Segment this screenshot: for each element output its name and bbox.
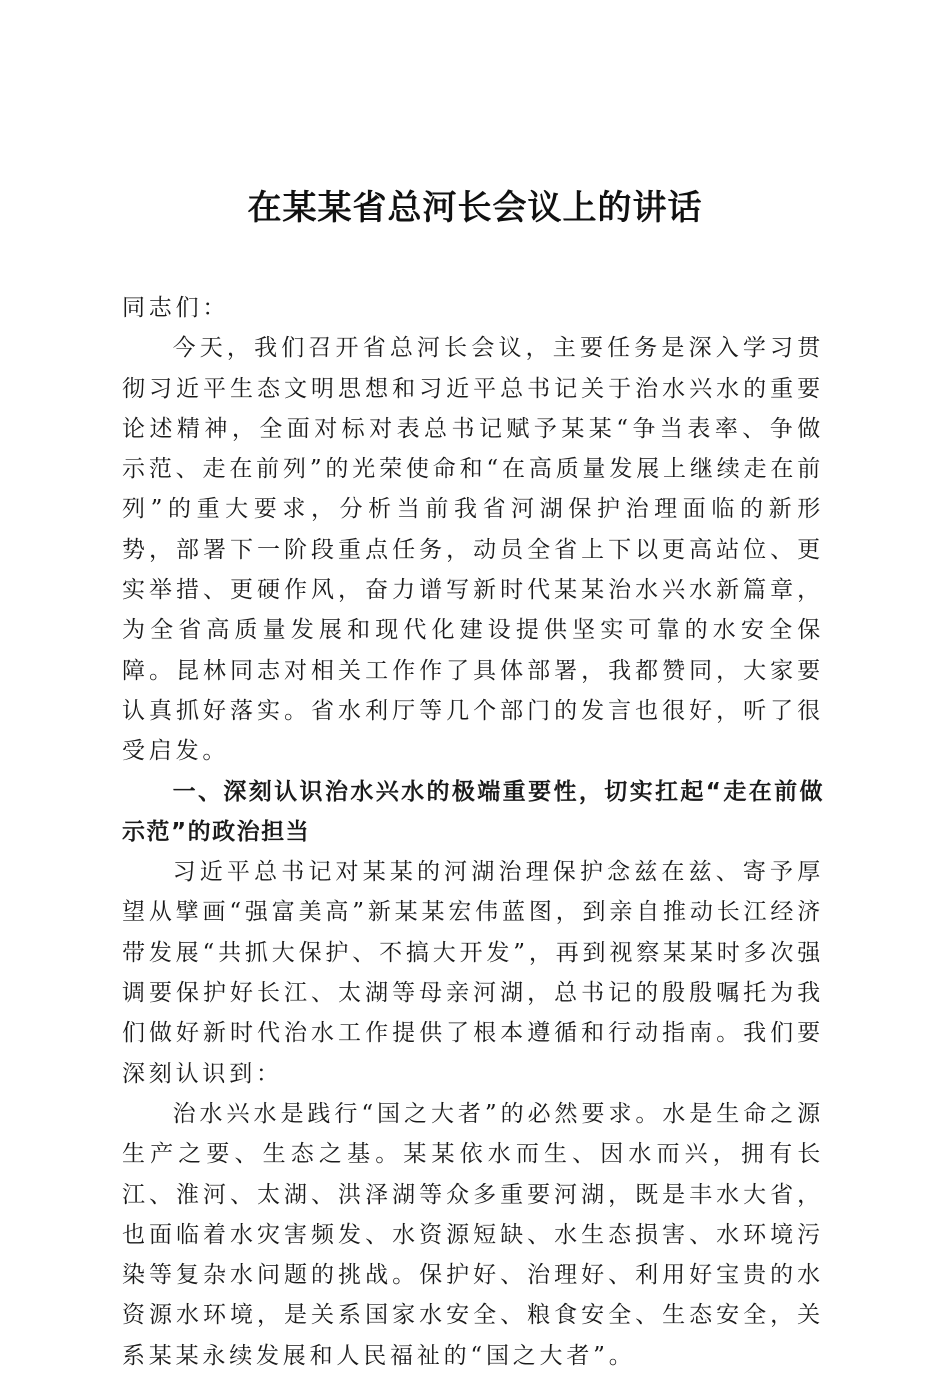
salutation: 同志们： bbox=[122, 295, 230, 321]
intro-paragraph: 今天，我们召开省总河长会议，主要任务是深入学习贯彻习近平生态文明思想和习近平总书记关于治水兴水的重要论述精神，全面对标对表总书记赋予某某“争当表率、争做示范、走在前列”的光荣使命和“在高质量发展上继续走在前列”的重大要求，分析当前我省河湖保护治理面临的新形势，部署下一阶段重点任务，动员全省上下以更高站位、更实举措、更硬作风，奋力谱写新时代某某治水兴水新篇章，为全省高质量发展和现代化建设提供坚实可靠的水安全保障。昆林同志对相关工作作了具体部署，我都赞同，大家要认真抓好落实。省水利厅等几个部门的发言也很好，听了很受启发。 bbox=[122, 335, 824, 765]
section-paragraph-2: 治水兴水是践行“国之大者”的必然要求。水是生命之源生产之要、生态之基。某某依水而生、因水而兴，拥有长江、淮河、太湖、洪泽湖等众多重要河湖，既是丰水大省，也面临着水灾害频发、水资源短缺、水生态损害、水环境污染等复杂水问题的挑战。保护好、治理好、利用好宝贵的水资源水环境，是关系国家水安全、粮食安全、生态安全，关系某某永续发展和人民福祉的“国之大者”。 bbox=[122, 1100, 824, 1369]
section-heading: 一、深刻认识治水兴水的极端重要性，切实扛起“走在前做示范”的政治担当 bbox=[122, 778, 824, 845]
section-paragraph-1: 习近平总书记对某某的河湖治理保护念兹在兹、寄予厚望从擘画“强富美高”新某某宏伟蓝图，到亲自推动长江经济带发展“共抓大保护、不搞大开发”，再到视察某某时多次强调要保护好长江、太湖等母亲河湖，总书记的殷殷嘱托为我们做好新时代治水工作提供了根本遵循和行动指南。我们要深刻认识到： bbox=[122, 859, 824, 1087]
page-title: 在某某省总河长会议上的讲话 bbox=[247, 188, 703, 228]
document-body bbox=[122, 288, 824, 1376]
